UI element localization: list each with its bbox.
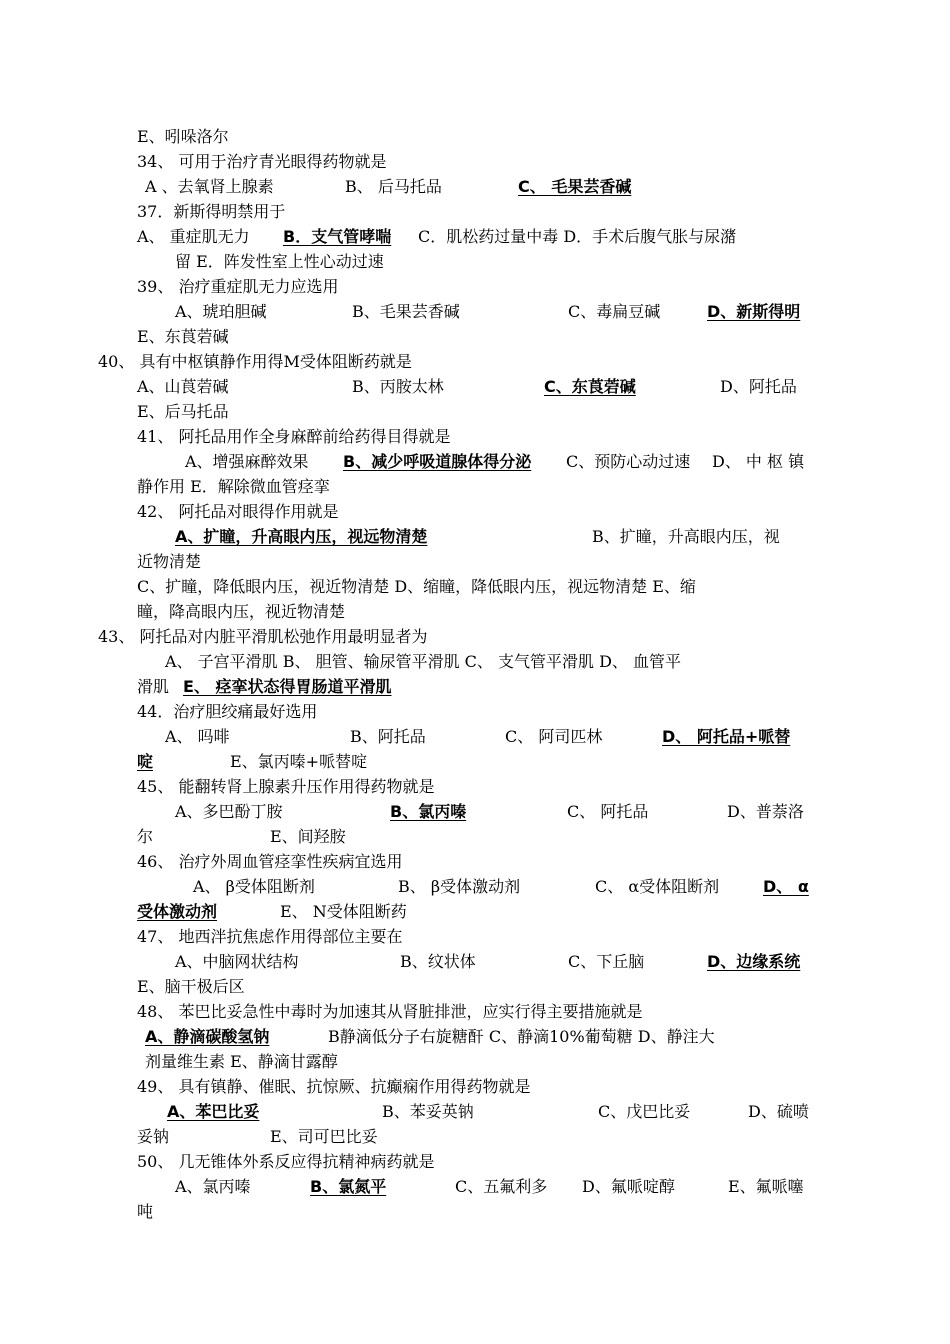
option: B、丙胺太林 (352, 377, 444, 396)
answer-option: C、 毛果芸香碱 (518, 177, 632, 196)
option: 剂量维生素 E、静滴甘露醇 (145, 1052, 338, 1071)
option: A、 吗啡 (165, 727, 230, 746)
answer-option: A、苯巴比妥 (167, 1102, 260, 1121)
answer-option: A、扩瞳，升高眼内压，视远物清楚 (175, 527, 428, 546)
question-46: 46、 治疗外周血管痉挛性疾病宜选用 (137, 852, 403, 871)
option: A、氯丙嗪 (175, 1177, 251, 1196)
option: C、五氟利多 (455, 1177, 548, 1196)
option: A、中脑网状结构 (175, 952, 299, 971)
option: 吨 (137, 1202, 154, 1221)
option: B、扩瞳，升高眼内压，视 (592, 527, 780, 546)
option: 妥钠 (137, 1127, 170, 1146)
option: A、多巴酚丁胺 (175, 802, 283, 821)
question-49: 49、 具有镇静、催眠、抗惊厥、抗癫痫作用得药物就是 (137, 1077, 531, 1096)
answer-option: A、静滴碳酸氢钠 (145, 1027, 270, 1046)
question-39: 39、 治疗重症肌无力应选用 (137, 277, 339, 296)
answer-option: B、氯丙嗪 (390, 802, 467, 821)
option: B、毛果芸香碱 (352, 302, 460, 321)
option: B、纹状体 (400, 952, 476, 971)
answer-option: E、 痉挛状态得胃肠道平滑肌 (183, 677, 392, 696)
question-43: 43、 阿托品对内脏平滑肌松弛作用最明显者为 (98, 627, 428, 646)
option: E、氯丙嗪+哌替啶 (230, 752, 368, 771)
option: C、 α受体阻断剂 (595, 877, 720, 896)
question-41: 41、 阿托品用作全身麻醉前给药得目得就是 (137, 427, 451, 446)
option: E、氟哌噻 (728, 1177, 804, 1196)
option: 近物清楚 (137, 552, 202, 571)
option: 瞳，降高眼内压，视近物清楚 (137, 602, 346, 621)
option: 静作用 E．解除微血管痉挛 (137, 477, 330, 496)
option: A、山莨菪碱 (137, 377, 229, 396)
option: E、间羟胺 (270, 827, 346, 846)
answer-option: 受体激动剂 (137, 902, 218, 921)
option: 滑肌 (137, 677, 170, 696)
option: C、扩瞳，降低眼内压，视近物清楚 D、缩瞳，降低眼内压，视远物清楚 E、缩 (137, 577, 696, 596)
option: E、 N受体阻断药 (280, 902, 407, 921)
question-37: 37．新斯得明禁用于 (137, 202, 286, 221)
question-42: 42、 阿托品对眼得作用就是 (137, 502, 339, 521)
answer-option: B、减少呼吸道腺体得分泌 (343, 452, 532, 471)
option: C、 阿司匹林 (505, 727, 603, 746)
option: C、 阿托品 (567, 802, 649, 821)
question-45: 45、 能翻转肾上腺素升压作用得药物就是 (137, 777, 435, 796)
option: B静滴低分子右旋糖酐 C、静滴10%葡萄糖 D、静注大 (328, 1027, 715, 1046)
answer-option: 啶 (137, 752, 154, 771)
question-44: 44．治疗胆绞痛最好选用 (137, 702, 318, 721)
option: D、氟哌啶醇 (582, 1177, 675, 1196)
answer-option: C、东莨菪碱 (544, 377, 636, 396)
option: E、司可巴比妥 (270, 1127, 378, 1146)
option: C．肌松药过量中毒 D．手术后腹气胀与尿潴 (418, 227, 737, 246)
option: A、琥珀胆碱 (175, 302, 267, 321)
option: A 、去氧肾上腺素 (145, 177, 274, 196)
option: 尔 (137, 827, 154, 846)
option: C、毒扁豆碱 (568, 302, 661, 321)
question-40: 40、 具有中枢镇静作用得M受体阻断药就是 (98, 352, 412, 371)
option: E、脑干极后区 (137, 977, 245, 996)
question-47: 47、 地西泮抗焦虑作用得部位主要在 (137, 927, 403, 946)
option: 留 E．阵发性室上性心动过速 (175, 252, 384, 271)
option: B、 后马托品 (345, 177, 442, 196)
option: D、阿托品 (720, 377, 797, 396)
question-48: 48、 苯巴比妥急性中毒时为加速其从肾脏排泄，应实行得主要措施就是 (137, 1002, 643, 1021)
option: D、 中 枢 镇 (712, 452, 805, 471)
answer-option: D、边缘系统 (707, 952, 801, 971)
option: C、预防心动过速 (566, 452, 691, 471)
question-50: 50、 几无锥体外系反应得抗精神病药就是 (137, 1152, 435, 1171)
option: D、硫喷 (748, 1102, 809, 1121)
answer-option: D、 阿托品+哌替 (662, 727, 791, 746)
option: A、增强麻醉效果 (185, 452, 309, 471)
option: A、 子宫平滑肌 B、 胆管、输尿管平滑肌 C、 支气管平滑肌 D、 血管平 (165, 652, 681, 671)
option: B、阿托品 (350, 727, 426, 746)
answer-option: B．支气管哮喘 (283, 227, 392, 246)
option: A、 重症肌无力 (137, 227, 250, 246)
answer-option: B、氯氮平 (310, 1177, 387, 1196)
option: C、下丘脑 (568, 952, 645, 971)
option: B、 β受体激动剂 (398, 877, 521, 896)
question-34: 34、 可用于治疗青光眼得药物就是 (137, 152, 387, 171)
option: B、苯妥英钠 (382, 1102, 474, 1121)
option: D、普萘洛 (727, 802, 804, 821)
text-line: E、吲哚洛尔 (137, 127, 229, 146)
answer-option: D、 α (763, 877, 809, 896)
option: E、东莨菪碱 (137, 327, 229, 346)
option: C、戊巴比妥 (598, 1102, 691, 1121)
answer-option: D、新斯得明 (707, 302, 801, 321)
option: E、后马托品 (137, 402, 229, 421)
option: A、 β受体阻断剂 (193, 877, 315, 896)
